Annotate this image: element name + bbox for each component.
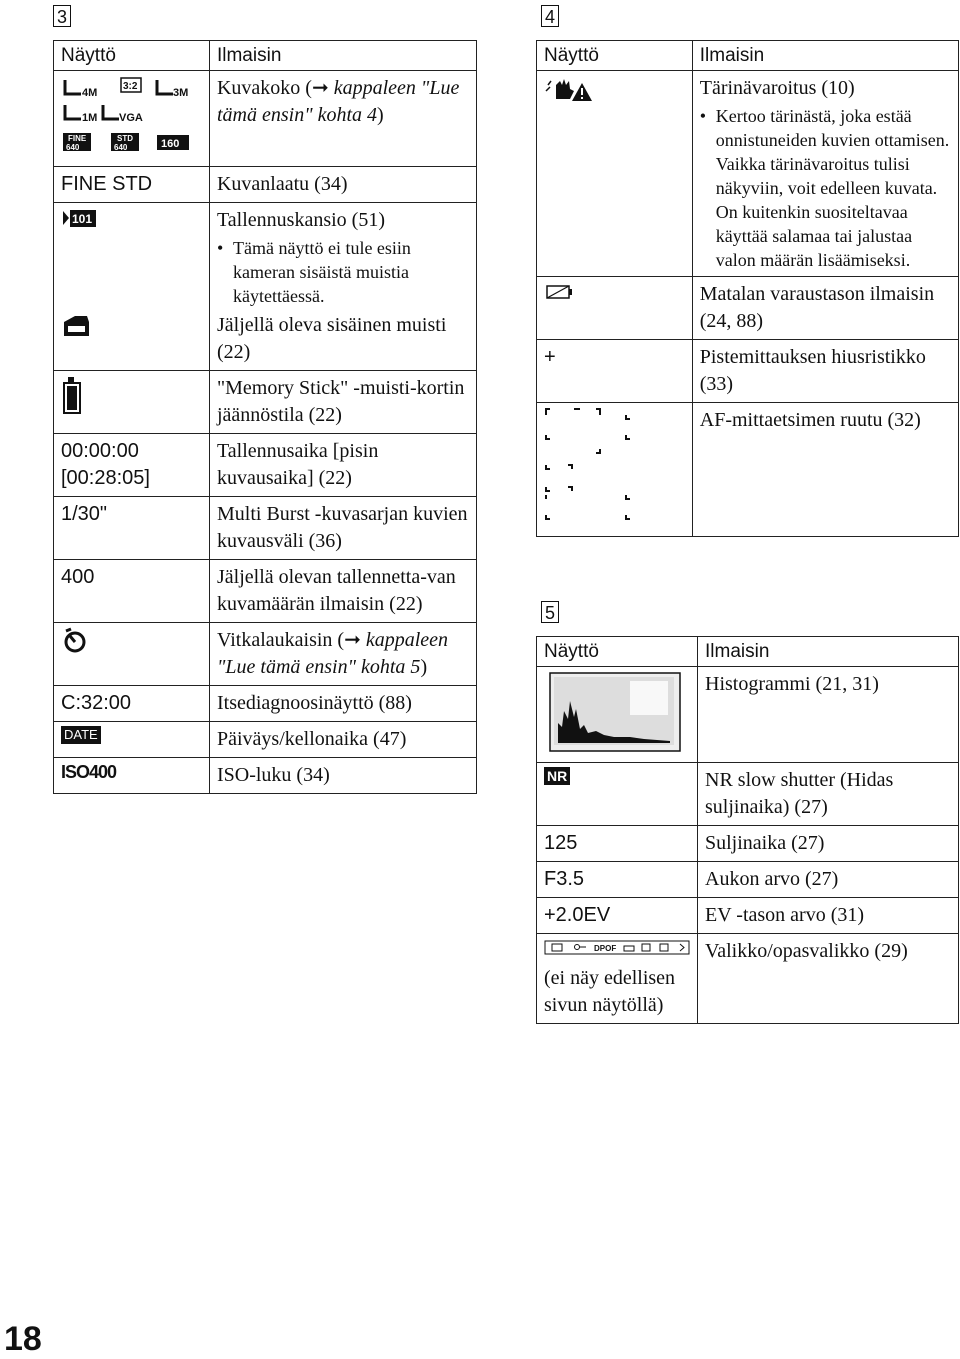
display-ev: +2.0EV [537,898,698,934]
page-number: 18 [4,1320,42,1358]
shake-warning-icon [544,75,594,105]
indicator-self-timer: Vitkalaukaisin (➞ kappaleen "Lue tämä ensin" kohta 5) [209,623,476,686]
indicator-menu: Valikko/opasvalikko (29) [698,934,959,1024]
display-image-quality: FINE STD [54,167,210,203]
image-size-icon [61,75,201,157]
indicator-recording-time: Tallennusaika [pisin kuvausaika] (22) [209,434,476,497]
svg-text:1M: 1M [82,112,98,124]
indicator-image-quality: Kuvanlaatu (34) [209,167,476,203]
display-folder [54,203,210,313]
section-3-label: 3 [53,5,71,27]
svg-text:3:2: 3:2 [123,81,138,92]
date-icon: DATE [61,726,101,744]
menu-bar-icon [544,938,690,956]
section-5-label: 5 [541,601,559,623]
low-battery-icon [544,281,576,303]
histogram-icon [544,671,684,753]
indicator-low-battery: Matalan varaustason ilmaisin (24, 88) [692,277,958,340]
note-folder: • Tämä näyttö ei tule esiin kameran sisäistä muistia käytettäessä. [217,236,469,308]
col-header-indicator: Ilmaisin [698,637,959,667]
indicator-af-frame: AF-mittaetsimen ruutu (32) [692,403,958,537]
display-spot-meter: + [537,340,693,403]
display-af-frame [537,403,693,537]
indicator-spot-meter: Pistemittauksen hiusristikko (33) [692,340,958,403]
display-date [54,722,210,758]
display-recording-time: 00:00:00 [00:28:05] [54,434,210,497]
folder-icon [61,207,97,229]
self-timer-icon [61,627,91,655]
indicator-iso: ISO-luku (34) [209,758,476,794]
display-low-battery [537,277,693,340]
table-section-4 [536,40,959,537]
svg-text:3M: 3M [173,87,189,99]
col-header-indicator: Ilmaisin [209,41,476,71]
display-aperture: F3.5 [537,862,698,898]
display-memory-stick [54,371,210,434]
display-internal-memory [54,312,210,371]
indicator-folder: Tallennuskansio (51) • Tämä näyttö ei tule esiin kameran sisäistä muistia käytettäessä. [209,203,476,313]
display-nr [537,763,698,826]
memory-stick-icon [61,375,85,417]
svg-text:VGA: VGA [119,112,143,124]
display-shutter: 125 [537,826,698,862]
indicator-internal-memory: Jäljellä oleva sisäinen muisti (22) [209,312,476,371]
iso-icon: ISO400 [61,762,117,782]
indicator-memory-stick: "Memory Stick" -muisti-kortin jäännöstila (22) [209,371,476,434]
display-histogram [537,667,698,763]
internal-memory-icon [61,312,93,340]
indicator-shutter: Suljinaika (27) [698,826,959,862]
col-header-indicator: Ilmaisin [692,41,958,71]
display-self-diagnosis: C:32:00 [54,686,210,722]
display-iso [54,758,210,794]
col-header-display: Näyttö [537,637,698,667]
indicator-image-size: Kuvakoko (➞ kappaleen "Lue tämä ensin" kohta 4) [209,71,476,167]
display-burst-interval: 1/30" [54,497,210,560]
menu-note: (ei näy edellisen sivun näytöllä) [544,967,676,1016]
section-4-label: 4 [541,5,559,27]
note-shake-warning: • Kertoo tärinästä, joka estää onnistuneiden kuvien ottamisen. Vaikka tärinävaroitus tulisi näkyviin, voit edelleen kuvata. On kuitenkin suositeltavaa käyttää salamaa tai jalustaa valon määrän lisäämiseksi. [700,104,951,272]
indicator-histogram: Histogrammi (21, 31) [698,667,959,763]
table-section-5 [536,636,959,1024]
display-remaining-images: 400 [54,560,210,623]
display-self-timer [54,623,210,686]
indicator-remaining-images: Jäljellä olevan tallennetta-van kuvamäärän ilmaisin (22) [209,560,476,623]
svg-text:STD: STD [117,134,133,143]
col-header-display: Näyttö [537,41,693,71]
table-section-3 [53,40,477,794]
svg-text:640: 640 [66,143,80,152]
nr-icon: NR [544,767,570,785]
display-shake-warning [537,71,693,277]
svg-text:101: 101 [72,212,93,226]
image-size-icons [54,71,210,167]
svg-text:FINE: FINE [68,134,87,143]
display-menu [537,934,698,1024]
indicator-self-diagnosis: Itsediagnoosinäyttö (88) [209,686,476,722]
indicator-nr: NR slow shutter (Hidas suljinaika) (27) [698,763,959,826]
indicator-date: Päiväys/kellonaika (47) [209,722,476,758]
svg-text:DPOF: DPOF [594,944,617,953]
col-header-display: Näyttö [54,41,210,71]
svg-text:640: 640 [114,143,128,152]
af-frame-icon [544,407,644,527]
indicator-shake-warning: Tärinävaroitus (10) • Kertoo tärinästä, joka estää onnistuneiden kuvien ottamisen. Vaikka tärinävaroitus tulisi näkyviin, voit edelleen kuvata. On kuitenkin suositeltavaa käyttää salamaa tai jalustaa valon määrän lisäämiseksi. [692,71,958,277]
indicator-aperture: Aukon arvo (27) [698,862,959,898]
indicator-ev: EV -tason arvo (31) [698,898,959,934]
indicator-burst-interval: Multi Burst -kuvasarjan kuvien kuvausväli (36) [209,497,476,560]
svg-text:4M: 4M [82,87,98,99]
svg-text:160: 160 [161,138,180,150]
